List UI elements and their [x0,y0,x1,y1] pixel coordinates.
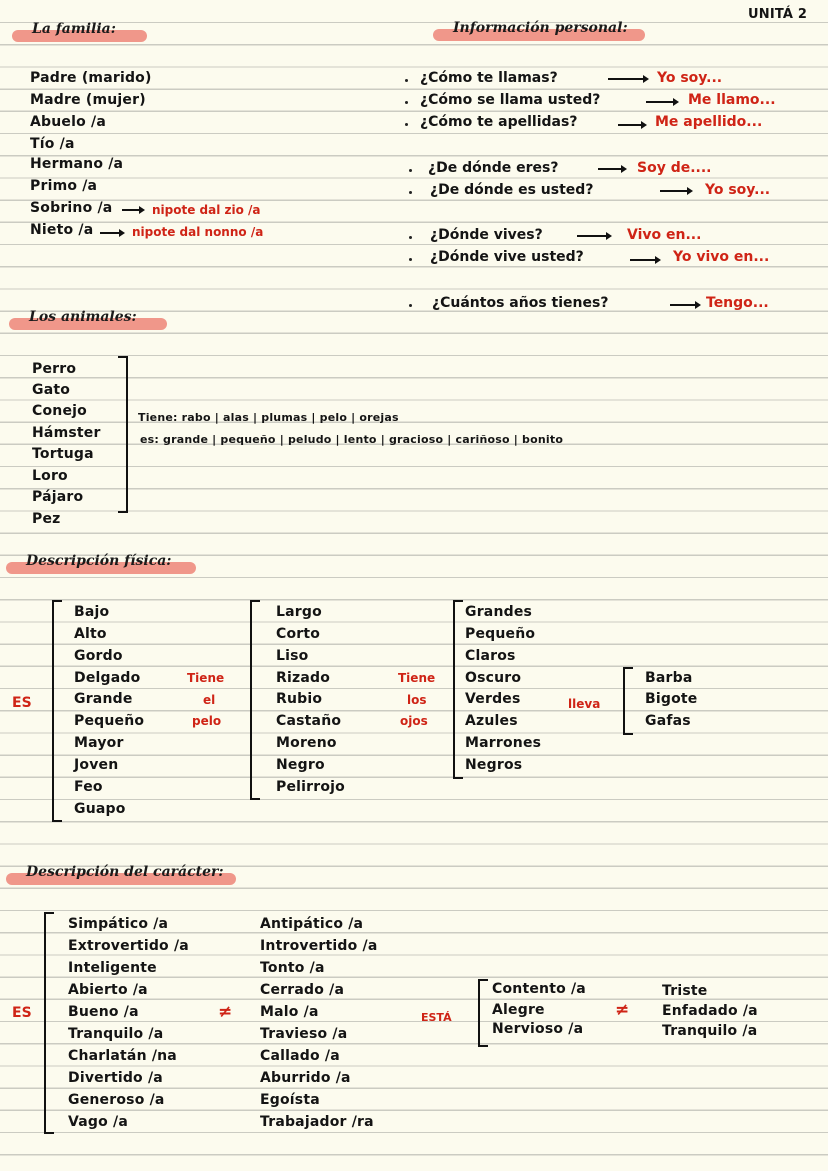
familia-item: Madre (mujer) [30,92,146,108]
fisica-col1-item: Pequeño [74,713,145,729]
info-question: ¿Cuántos años tienes? [432,295,609,311]
unit-label: UNITÁ 2 [748,7,808,22]
bracket [623,667,633,735]
bullet-icon [409,169,412,172]
bracket [478,979,488,1047]
fisica-col1-item: Delgado [74,670,141,686]
caracter-header: Descripción del carácter: [6,873,236,885]
pelo-label: el [203,693,216,707]
caracter-col1-item: Bueno /a [68,1004,139,1020]
bracket [453,600,463,779]
info-answer: Tengo... [706,295,769,311]
caracter-col4-item: Tranquilo /a [662,1023,758,1039]
fisica-col3-item: Pequeño [465,626,536,642]
caracter-col3-item: Alegre [492,1002,545,1018]
fisica-col1-item: Bajo [74,604,110,620]
caracter-col1-item: Vago /a [68,1114,128,1130]
arrow-icon [122,209,142,211]
fisica-col1-item: Guapo [74,801,126,817]
caracter-col2-item: Introvertido /a [260,938,378,954]
es-label: ES [12,1005,32,1021]
ojos-label: Tiene [398,671,436,685]
familia-note-sobrino: nipote dal zio /a [152,203,261,217]
arrow-icon [646,101,676,103]
esta-label: ESTÁ [421,1011,452,1024]
familia-item: Primo /a [30,178,98,194]
fisica-col2-item: Castaño [276,713,342,729]
fisica-col2-item: Liso [276,648,309,664]
familia-note-nieto: nipote dal nonno /a [132,225,264,239]
animal-item: Perro [32,361,77,377]
animal-item: Tortuga [32,446,94,462]
arrow-icon [100,232,122,234]
bullet-icon [405,123,408,126]
lleva-label: lleva [568,697,601,711]
fisica-col3-item: Claros [465,648,516,664]
bullet-icon [409,191,412,194]
fisica-col4-item: Gafas [645,713,691,729]
info-question: ¿De dónde es usted? [430,182,594,198]
caracter-col1-item: Divertido /a [68,1070,163,1086]
fisica-col3-item: Marrones [465,735,542,751]
familia-item: Abuelo /a [30,114,106,130]
fisica-col3-item: Verdes [465,691,521,707]
fisica-col2-item: Rizado [276,670,331,686]
info-answer: Soy de.... [637,160,712,176]
animal-item: Conejo [32,403,87,419]
info-question: ¿Cómo te llamas? [420,70,558,86]
bullet-icon [409,304,412,307]
info-answer: Yo vivo en... [673,249,770,265]
animal-item: Gato [32,382,71,398]
fisica-col2-item: Pelirrojo [276,779,345,795]
info-question: ¿Dónde vive usted? [430,249,584,265]
bracket [250,600,260,800]
fisica-col2-item: Rubio [276,691,323,707]
caracter-col1-item: Charlatán /na [68,1048,177,1064]
fisica-col1-item: Joven [74,757,119,773]
familia-item: Sobrino /a [30,200,113,216]
caracter-col1-item: Extrovertido /a [68,938,189,954]
fisica-col3-item: Azules [465,713,518,729]
familia-item: Tío /a [30,136,75,152]
info-question: ¿Cómo te apellidas? [420,114,578,130]
fisica-col3-item: Negros [465,757,523,773]
fisica-header: Descripción física: [6,562,196,574]
bullet-icon [405,79,408,82]
info-question: ¿Cómo se llama usted? [420,92,601,108]
fisica-col4-item: Bigote [645,691,698,707]
caracter-col2-item: Trabajador /ra [260,1114,374,1130]
not-equal-icon: ≠ [615,1000,630,1020]
fisica-col4-item: Barba [645,670,693,686]
ojos-label: los [407,693,427,707]
arrow-icon [598,168,624,170]
caracter-col2-item: Travieso /a [260,1026,348,1042]
fisica-col1-item: Gordo [74,648,123,664]
caracter-col2-item: Callado /a [260,1048,340,1064]
fisica-col1-item: Mayor [74,735,124,751]
caracter-col4-item: Triste [662,983,708,999]
animales-tiene: Tiene: rabo | alas | plumas | pelo | orejas [138,411,399,424]
pelo-label: pelo [192,714,222,728]
fisica-col2-item: Moreno [276,735,337,751]
fisica-col3-item: Oscuro [465,670,522,686]
animal-item: Loro [32,468,68,484]
fisica-col2-item: Negro [276,757,325,773]
not-equal-icon: ≠ [218,1002,233,1022]
es-label: ES [12,695,32,711]
arrow-icon [630,259,658,261]
bracket [118,356,128,513]
info-answer: Yo soy... [657,70,723,86]
fisica-col2-item: Largo [276,604,322,620]
caracter-col2-item: Aburrido /a [260,1070,351,1086]
bullet-icon [409,236,412,239]
fisica-col3-item: Grandes [465,604,533,620]
caracter-col1-item: Simpático /a [68,916,169,932]
animal-item: Hámster [32,425,101,441]
animal-item: Pez [32,511,61,527]
info-question: ¿Dónde vives? [430,227,543,243]
bullet-icon [409,258,412,261]
arrow-icon [670,304,698,306]
caracter-col1-item: Inteligente [68,960,157,976]
caracter-col2-item: Antipático /a [260,916,364,932]
arrow-icon [608,78,646,80]
familia-item: Nieto /a [30,222,94,238]
bracket [52,600,62,822]
caracter-col1-item: Generoso /a [68,1092,165,1108]
ojos-label: ojos [400,714,428,728]
caracter-col2-item: Malo /a [260,1004,319,1020]
informacion-header: Información personal: [433,29,645,41]
familia-header: La familia: [12,30,147,42]
info-answer: Me llamo... [688,92,776,108]
fisica-col2-item: Corto [276,626,321,642]
pelo-label: Tiene [187,671,225,685]
bullet-icon [405,101,408,104]
info-answer: Vivo en... [627,227,702,243]
animales-es: es: grande | pequeño | peludo | lento | gracioso | cariñoso | bonito [140,433,564,446]
caracter-col1-item: Abierto /a [68,982,148,998]
arrow-icon [660,190,690,192]
caracter-col2-item: Cerrado /a [260,982,345,998]
info-question: ¿De dónde eres? [428,160,559,176]
info-answer: Me apellido... [655,114,763,130]
info-answer: Yo soy... [705,182,771,198]
bracket [44,912,54,1134]
familia-item: Hermano /a [30,156,124,172]
fisica-col1-item: Alto [74,626,107,642]
caracter-col3-item: Contento /a [492,981,586,997]
arrow-icon [618,124,644,126]
animales-header: Los animales: [9,318,167,330]
caracter-col2-item: Egoísta [260,1092,320,1108]
caracter-col2-item: Tonto /a [260,960,325,976]
fisica-col1-item: Feo [74,779,103,795]
caracter-col3-item: Nervioso /a [492,1021,584,1037]
caracter-col1-item: Tranquilo /a [68,1026,164,1042]
familia-item: Padre (marido) [30,70,152,86]
fisica-col1-item: Grande [74,691,133,707]
caracter-col4-item: Enfadado /a [662,1003,758,1019]
arrow-icon [577,235,609,237]
animal-item: Pájaro [32,489,84,505]
